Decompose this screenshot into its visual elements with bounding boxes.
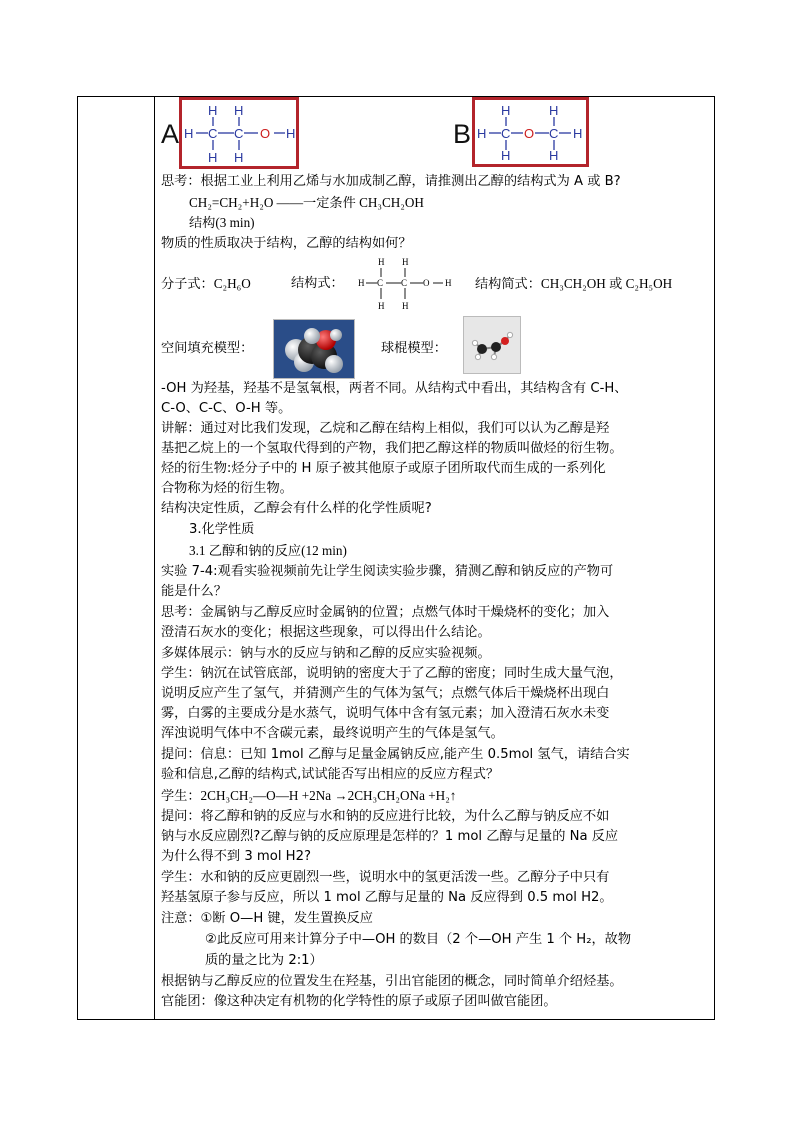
condensed-formula: 结构简式：CH₃CH₂OH 或 C₂H₅OH (475, 276, 673, 291)
student-equation: 学生：2CH₃CH₂—O—H +2Na →2CH₃CH₂ONa +H₂↑ (161, 788, 457, 803)
atom-o: O (423, 278, 430, 288)
column-divider (154, 97, 155, 1019)
molecular-formula: 分子式：C₂H₆O (161, 276, 251, 291)
option-b-letter: B (453, 119, 472, 149)
experiment: 实验 7-4:观看实验视频前先让学生阅读实验步骤，猜测乙醇和钠反应的产物可 (161, 564, 614, 579)
hydroxyl-note-cont: C-O、C-C、O-H 等。 (161, 401, 292, 416)
atom-c: C (401, 278, 408, 288)
atom-h: H (549, 103, 559, 118)
atom-h: H (234, 150, 244, 165)
option-a-letter: A (161, 119, 180, 149)
note-2: ②此反应可用来计算分子中—OH 的数目（2 个—OH 产生 1 个 H₂，故物 (205, 932, 632, 947)
explanation: 讲解：通过对比我们发现，乙烷和乙醇在结构上相似，我们可以认为乙醇是羟 (161, 421, 610, 436)
atom-c: C (208, 126, 218, 141)
option-b-structure (472, 97, 589, 167)
atom-h: H (358, 278, 365, 288)
student-answer-line2: 说明反应产生了氢气，并猜测产生的气体为氢气；点燃气体后干燥烧杯出现白 (161, 686, 610, 701)
transition-question: 结构决定性质，乙醇会有什么样的化学性质呢? (161, 501, 432, 516)
option-a-structure-diagram (182, 100, 296, 166)
atom-h: H (378, 301, 385, 311)
student-explanation: 学生：水和钠的反应更剧烈一些，说明水中的氢更活泼一些。乙醇分子中只有 (161, 870, 610, 885)
ethanol-structural-formula (357, 253, 457, 315)
option-a-structure (179, 97, 299, 169)
experiment-cont: 能是什么？ (161, 584, 227, 599)
atom-h: H (573, 126, 583, 141)
student-answer-line4: 浑浊说明气体中不含碳元素，最终说明产生的气体是氢气。 (161, 726, 504, 741)
atom-c: C (501, 126, 511, 141)
hydroxyl-note: -OH 为羟基，羟基不是氢氧根，两者不同。从结构式中看出，其结构含有 C-H、 (161, 381, 628, 396)
question-info: 提问：信息：已知 1mol 乙醇与足量金属钠反应,能产生 0.5mol 氢气，请结合实 (161, 747, 630, 762)
atom-h: H (402, 301, 409, 311)
atom-h: H (286, 126, 296, 141)
atom-h: H (501, 103, 511, 118)
space-filling-model-image (273, 319, 355, 379)
derivative-definition: 烃的衍生物:烃分子中的 H 原子被其他原子或原子团所取代而生成的一系列化 (161, 461, 606, 476)
structure-question: 物质的性质取决于结构，乙醇的结构如何？ (161, 236, 412, 251)
atom-c: C (377, 278, 384, 288)
derivative-definition-cont: 合物称为烃的衍生物。 (161, 481, 293, 496)
atom-h: H (378, 257, 385, 267)
atom-h: H (549, 148, 559, 163)
atom-h: H (445, 278, 452, 288)
space-filling-model-icon (274, 320, 354, 378)
think-question: 思考：根据工业上利用乙烯与水加成制乙醇，请推测出乙醇的结构式为 A 或 B? (161, 174, 621, 189)
atom-h: H (501, 148, 511, 163)
section-structure: 结构(3 min) (189, 215, 255, 230)
functional-group-intro: 根据钠与乙醇反应的位置发生在羟基，引出官能团的概念，同时简单介绍烃基。 (161, 974, 623, 989)
comparison-question-line3: 为什么得不到 3 mol H2? (161, 849, 311, 864)
structural-formula-label: 结构式： (291, 276, 344, 291)
atom-c: C (234, 126, 244, 141)
explanation-cont: 基把乙烷上的一个氢取代得到的产物，我们把乙醇这样的物质叫做烃的衍生物。 (161, 441, 623, 456)
comparison-question-line2: 钠与水反应剧烈?乙醇与钠的反应原理是怎样的？1 mol 乙醇与足量的 Na 反应 (161, 829, 619, 844)
comparison-question: 提问：将乙醇和钠的反应与水和钠的反应进行比较，为什么乙醇与钠反应不如 (161, 809, 610, 824)
think-observations: 思考：金属钠与乙醇反应时金属钠的位置；点燃气体时干燥烧杯的变化；加入 (161, 605, 610, 620)
functional-group-definition: 官能团：像这种决定有机物的化学特性的原子或原子团叫做官能团。 (161, 994, 557, 1009)
atom-o: O (260, 126, 271, 141)
atom-h: H (477, 126, 487, 141)
subsection-sodium-reaction: 3.1 乙醇和钠的反应(12 min) (189, 543, 347, 558)
ball-stick-model-image (463, 316, 521, 374)
multimedia-display: 多媒体展示：钠与水的反应与钠和乙醇的反应实验视频。 (161, 646, 491, 661)
atom-o: O (524, 126, 535, 141)
note-1: 注意：①断 O—H 键，发生置换反应 (161, 911, 373, 926)
atom-c: C (549, 126, 559, 141)
atom-h: H (184, 126, 194, 141)
student-answer-line3: 雾，白雾的主要成分是水蒸气，说明气体中含有氢元素；加入澄清石灰水未变 (161, 706, 610, 721)
think-observations-cont: 澄清石灰水的变化；根据这些现象，可以得出什么结论。 (161, 625, 491, 640)
reaction-equation: CH₂=CH₂+H₂O ——一定条件 CH₃CH₂OH (189, 195, 424, 210)
note-2-cont: 质的量之比为 2:1） (205, 953, 323, 968)
ball-stick-model-icon (464, 317, 520, 373)
student-answer: 学生：钠沉在试管底部，说明钠的密度大于了乙醇的密度；同时生成大量气泡， (161, 666, 623, 681)
section-chemical-properties: 3.化学性质 (189, 522, 255, 537)
student-explanation-cont: 羟基氢原子参与反应，所以 1 mol 乙醇与足量的 Na 反应得到 0.5 mol H2。 (161, 890, 613, 905)
atom-h: H (208, 103, 218, 118)
atom-h: H (234, 103, 244, 118)
atom-h: H (208, 150, 218, 165)
lesson-table (77, 96, 715, 1020)
question-info-cont: 验和信息,乙醇的结构式,试试能否写出相应的反应方程式？ (161, 767, 500, 782)
space-filling-label: 空间填充模型： (161, 341, 254, 356)
ball-stick-label: 球棍模型： (381, 341, 447, 356)
atom-h: H (402, 257, 409, 267)
option-b-structure-diagram (475, 100, 586, 164)
